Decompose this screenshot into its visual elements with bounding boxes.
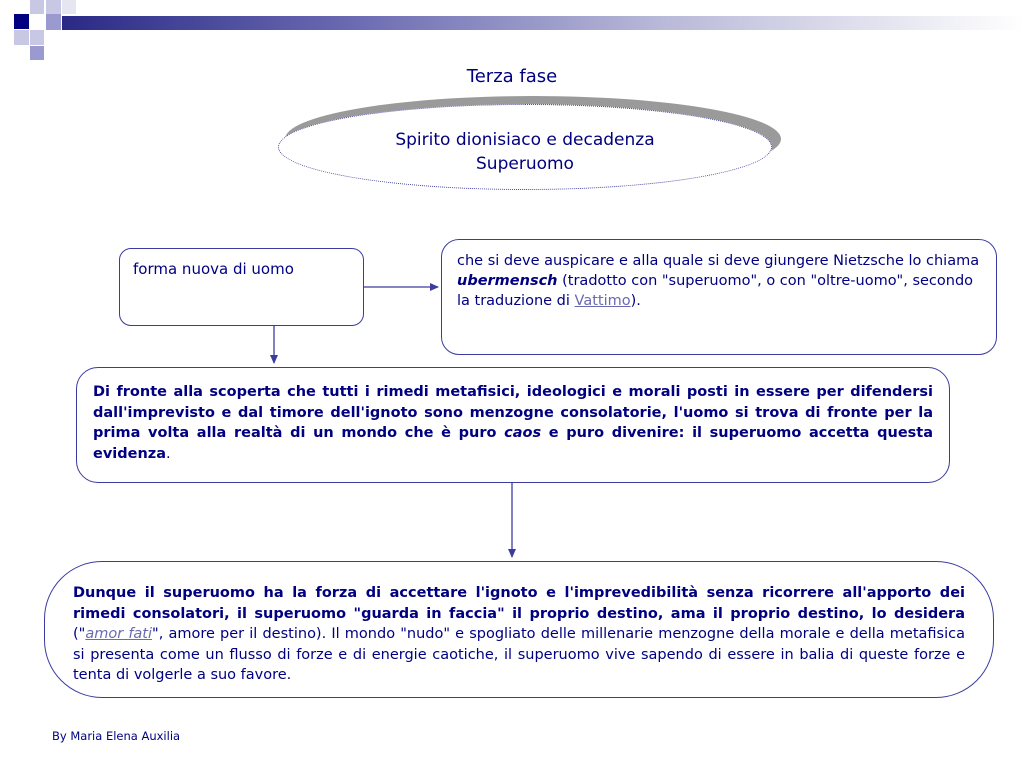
footer-author: By Maria Elena Auxilia [52, 729, 181, 743]
box-amor-fati [44, 561, 994, 698]
box-ubermensch [441, 239, 997, 355]
box-scoperta [76, 367, 950, 483]
box2-text-c: ). [630, 293, 641, 309]
link-amor-fati[interactable]: amor fati [85, 626, 153, 642]
term-ubermensch: ubermensch [457, 273, 558, 289]
box1-text: forma nuova di uomo [133, 260, 294, 278]
box3-text-b: e puro divenire: il superuomo accetta questa evidenza [93, 425, 933, 462]
box4-text-a: (" [73, 626, 86, 642]
box2-text-b: (tradotto con "superuomo", o con "oltre-uomo", secondo la traduzione di [457, 273, 974, 309]
slide-title: Terza fase [466, 66, 558, 87]
ellipse-line-2: Superuomo [476, 154, 574, 174]
link-vattimo[interactable]: Vattimo [574, 293, 631, 309]
box4-bold-text: Dunque il superuomo ha la forza di accettare l'ignoto e l'imprevedibilità senza ricorrere all'apporto dei rimedi consolatori, il superuomo "guarda in faccia" il proprio destino, ama il proprio destino, lo desidera [73, 585, 965, 622]
box-forma-nuova [119, 248, 364, 326]
box2-text-a: che si deve auspicare e alla quale si deve giungere Nietzsche lo chiama [457, 253, 980, 269]
box3-text-c: . [166, 445, 171, 462]
box3-text-a: Di fronte alla scoperta che tutti i rimedi metafisici, ideologici e morali posti in essere per difendersi dall'imprevisto e dal timore dell'ignoto sono menzogne consolatorie, l'uomo si trova di fronte per la prima volta alla realtà di un mondo che è puro [93, 384, 933, 441]
box4-text-b: ", amore per il destino). Il mondo "nudo" e spogliato delle millenarie menzogne della morale e della metafisica si presenta come un flusso di forze e di energie caotiche, il superuomo vive sapendo di essere in balia di queste forze e tenta di volgerle a suo favore. [73, 626, 966, 683]
term-caos: caos [504, 425, 542, 441]
ellipse-line-1: Spirito dionisiaco e decadenza [395, 130, 655, 150]
